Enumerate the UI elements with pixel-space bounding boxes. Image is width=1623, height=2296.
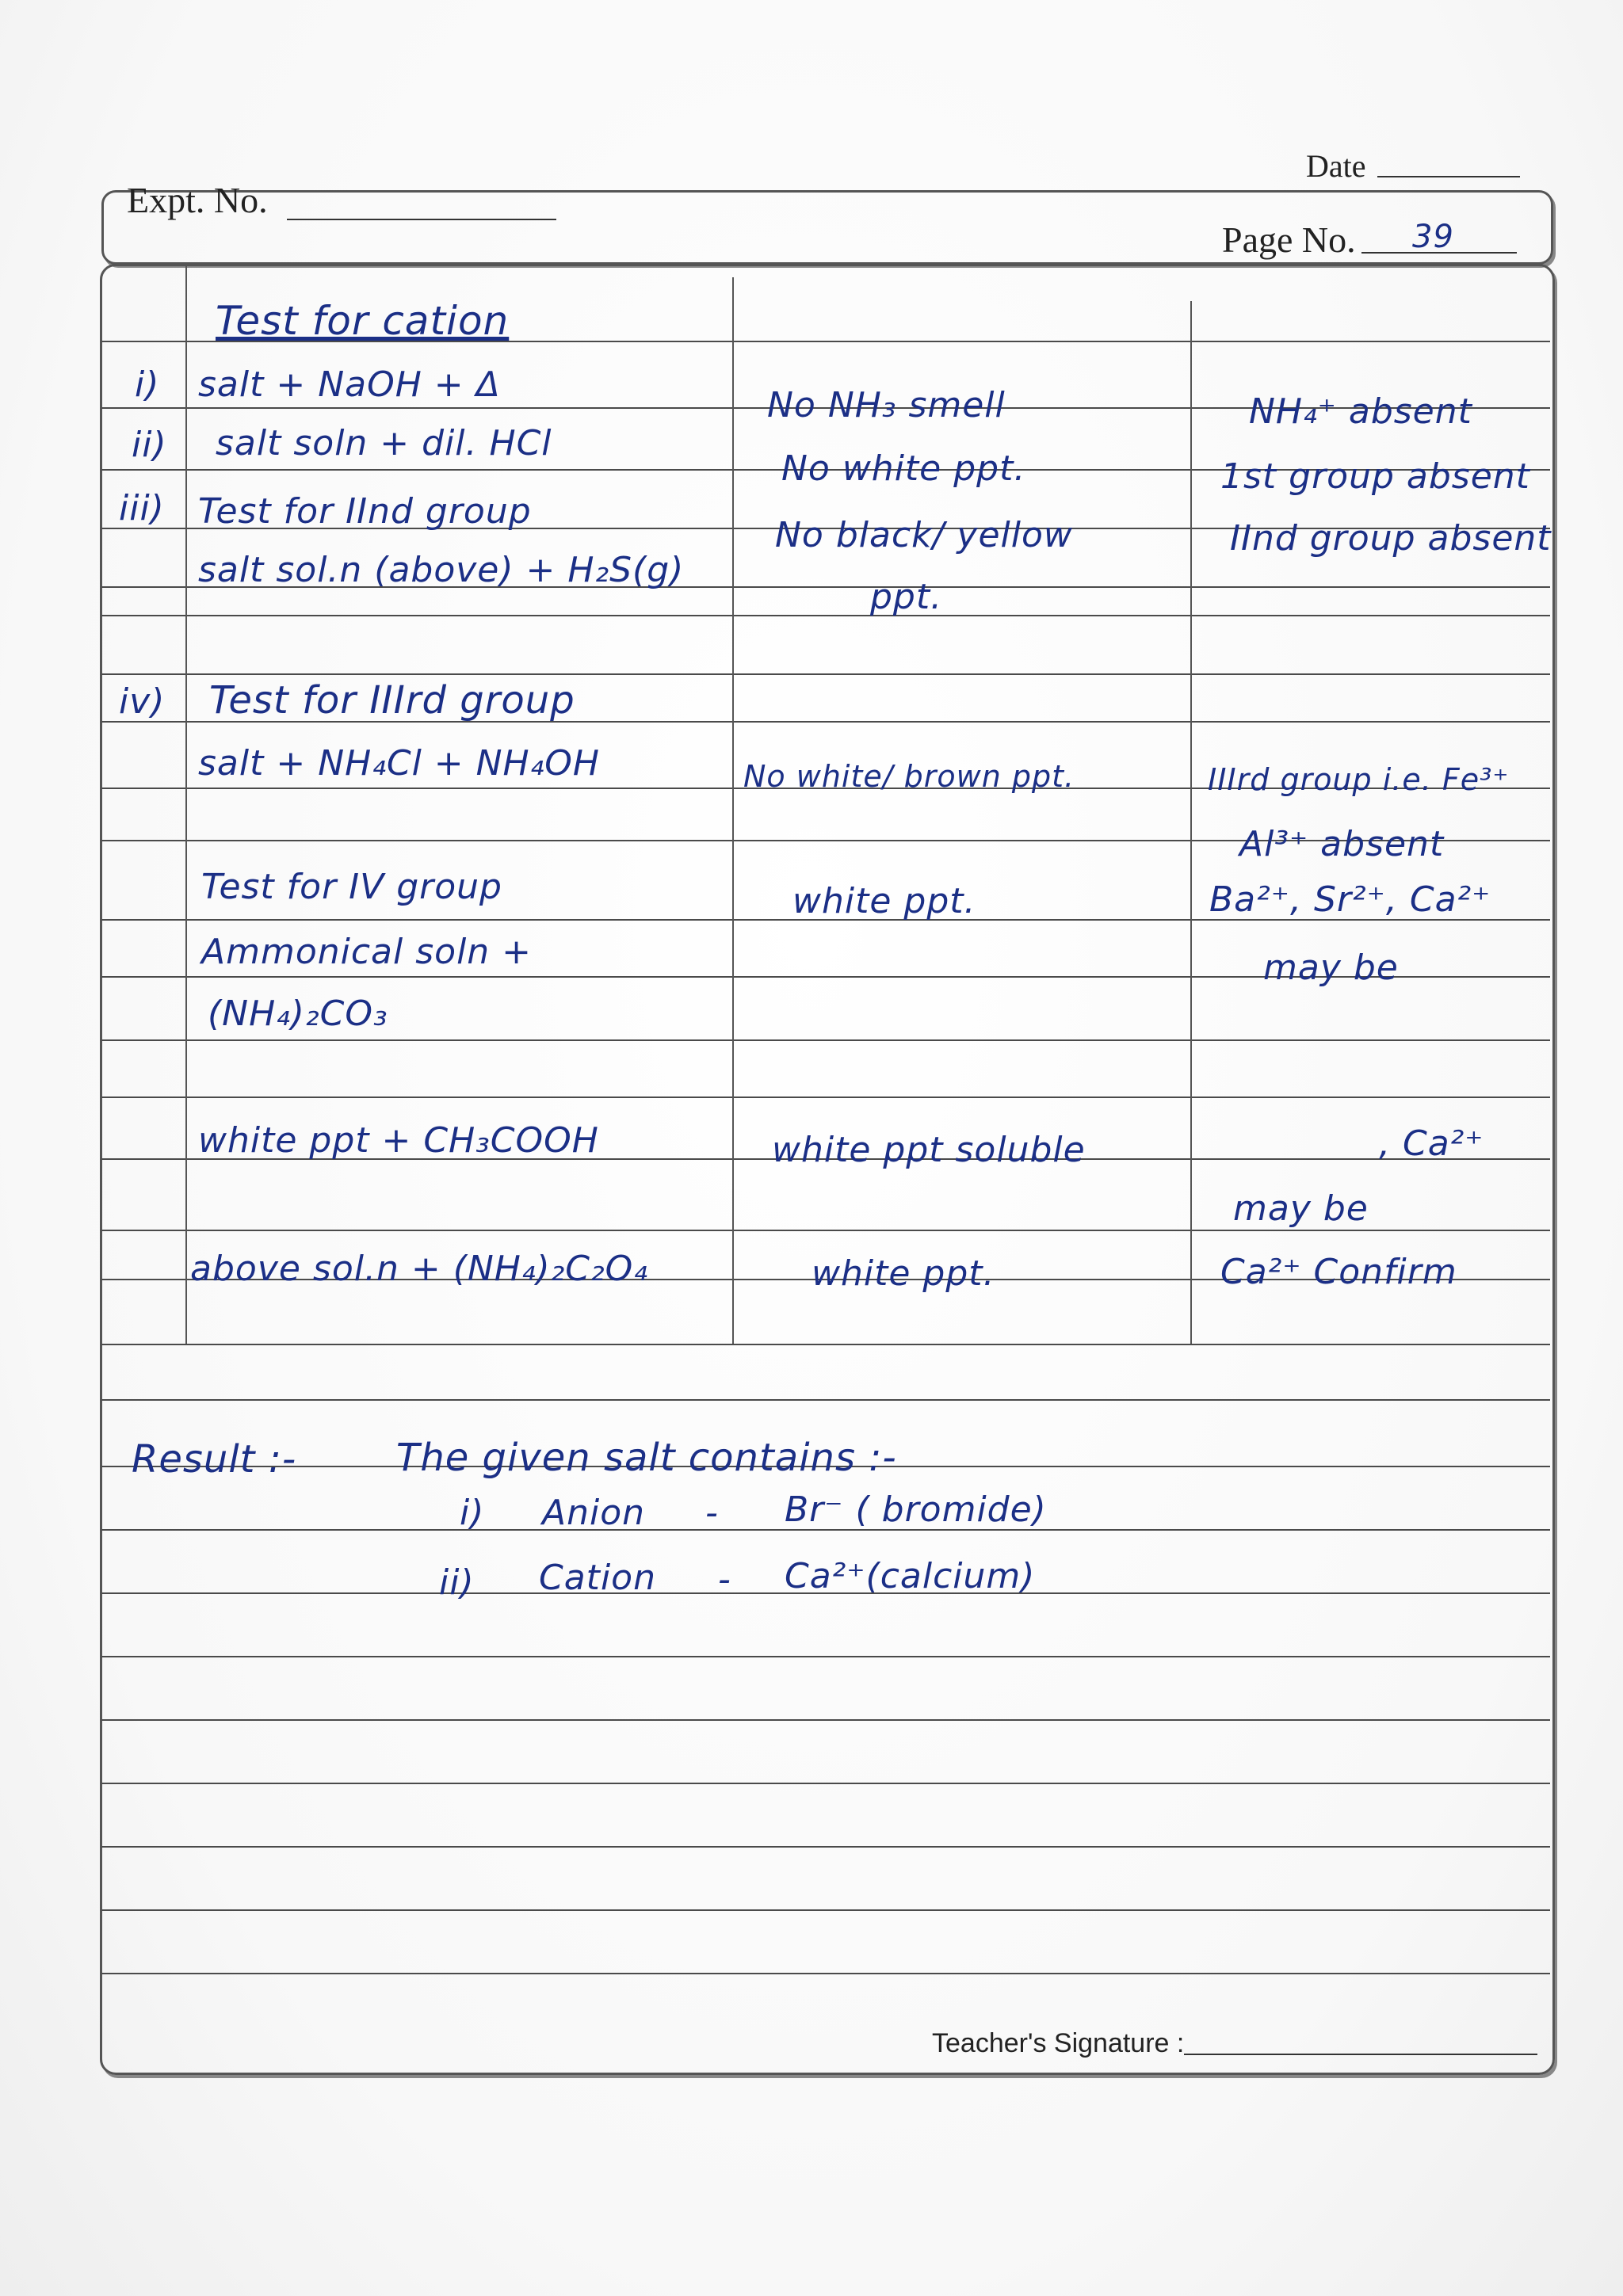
result-item-dash: - (718, 1559, 731, 1600)
margin-line (185, 266, 187, 1344)
inference-cell: 1st group absent (1220, 456, 1530, 497)
result-intro: The given salt contains :- (396, 1436, 897, 1480)
teacher-signature-label: Teacher's Signature : (932, 2028, 1185, 2058)
result-item-number: i) (460, 1493, 485, 1533)
table-title: Test for cation (216, 298, 510, 344)
rule-line (101, 1783, 1550, 1784)
column-divider (732, 277, 734, 1344)
experiment-cell: Test for IV group (201, 867, 502, 907)
rule-line (101, 1230, 1550, 1231)
experiment-cell: Test for IIIrd group (209, 678, 575, 723)
experiment-cell: salt soln + dil. HCl (216, 423, 552, 463)
inference-cell: IInd group absent (1230, 518, 1552, 559)
result-item-value: Ca²⁺(calcium) (785, 1556, 1036, 1596)
column-divider (1190, 301, 1192, 1344)
date-line (1377, 176, 1520, 177)
page-no-label: Page No. (1222, 219, 1356, 260)
experiment-cell: salt + NH₄Cl + NH₄OH (198, 743, 600, 784)
rule-line (101, 1656, 1550, 1657)
experiment-cell: above sol.n + (NH₄)₂C₂O₄ (190, 1249, 648, 1289)
inference-cell: may be (1233, 1188, 1369, 1229)
rule-line (101, 1039, 1550, 1041)
experiment-cell: (NH₄)₂CO₃ (208, 994, 388, 1034)
inference-cell: Ca²⁺ Confirm (1220, 1252, 1457, 1292)
row-number: i) (135, 364, 160, 405)
rule-line (101, 1846, 1550, 1848)
inference-cell: Al³⁺ absent (1239, 824, 1445, 864)
observation-cell: white ppt soluble (772, 1130, 1086, 1170)
experiment-cell: salt + NaOH + Δ (198, 364, 501, 405)
observation-cell: No white/ brown ppt. (743, 759, 1075, 794)
page-number: 39 (1412, 219, 1454, 255)
experiment-cell: salt sol.n (above) + H₂S(g) (198, 550, 685, 590)
row-number: ii) (132, 425, 167, 465)
result-item-label: Anion (542, 1493, 646, 1533)
observation-cell: No NH₃ smell (767, 385, 1006, 425)
observation-cell: ppt. (870, 577, 943, 617)
rule-line (101, 1973, 1550, 1974)
row-number: iv) (119, 681, 166, 722)
inference-cell: NH₄⁺ absent (1249, 391, 1472, 432)
expt-no-label: Expt. No. (127, 180, 268, 220)
date-label: Date (1306, 148, 1366, 184)
experiment-cell: white ppt + CH₃COOH (198, 1120, 599, 1161)
rule-line (101, 615, 1550, 616)
rule-line (101, 673, 1550, 675)
result-item-dash: - (705, 1493, 719, 1533)
inference-cell: may be (1263, 948, 1399, 988)
rule-line (101, 1097, 1550, 1098)
experiment-cell: Ammonical soln + (201, 932, 533, 972)
rule-line (101, 1719, 1550, 1721)
rule-line (101, 1909, 1550, 1911)
observation-cell: white ppt. (812, 1253, 995, 1294)
expt-no-line (287, 219, 556, 220)
inference-cell: Ba²⁺, Sr²⁺, Ca²⁺ (1209, 879, 1491, 920)
result-item-label: Cation (539, 1558, 656, 1598)
result-heading: Result :- (132, 1437, 297, 1482)
inference-cell: IIIrd group i.e. Fe³⁺ (1208, 762, 1510, 797)
result-item-number: ii) (439, 1562, 475, 1603)
row-number: iii) (119, 488, 165, 528)
observation-cell: white ppt. (792, 881, 976, 921)
observation-cell: No black/ yellow (775, 515, 1073, 555)
result-item-value: Br⁻ ( bromide) (785, 1489, 1047, 1530)
experiment-cell: Test for IInd group (198, 491, 532, 532)
observation-cell: No white ppt. (781, 448, 1026, 489)
inference-cell: , Ca²⁺ (1379, 1123, 1484, 1164)
rule-line (101, 1399, 1550, 1401)
rule-line (101, 1344, 1550, 1345)
signature-line (1184, 2054, 1537, 2055)
